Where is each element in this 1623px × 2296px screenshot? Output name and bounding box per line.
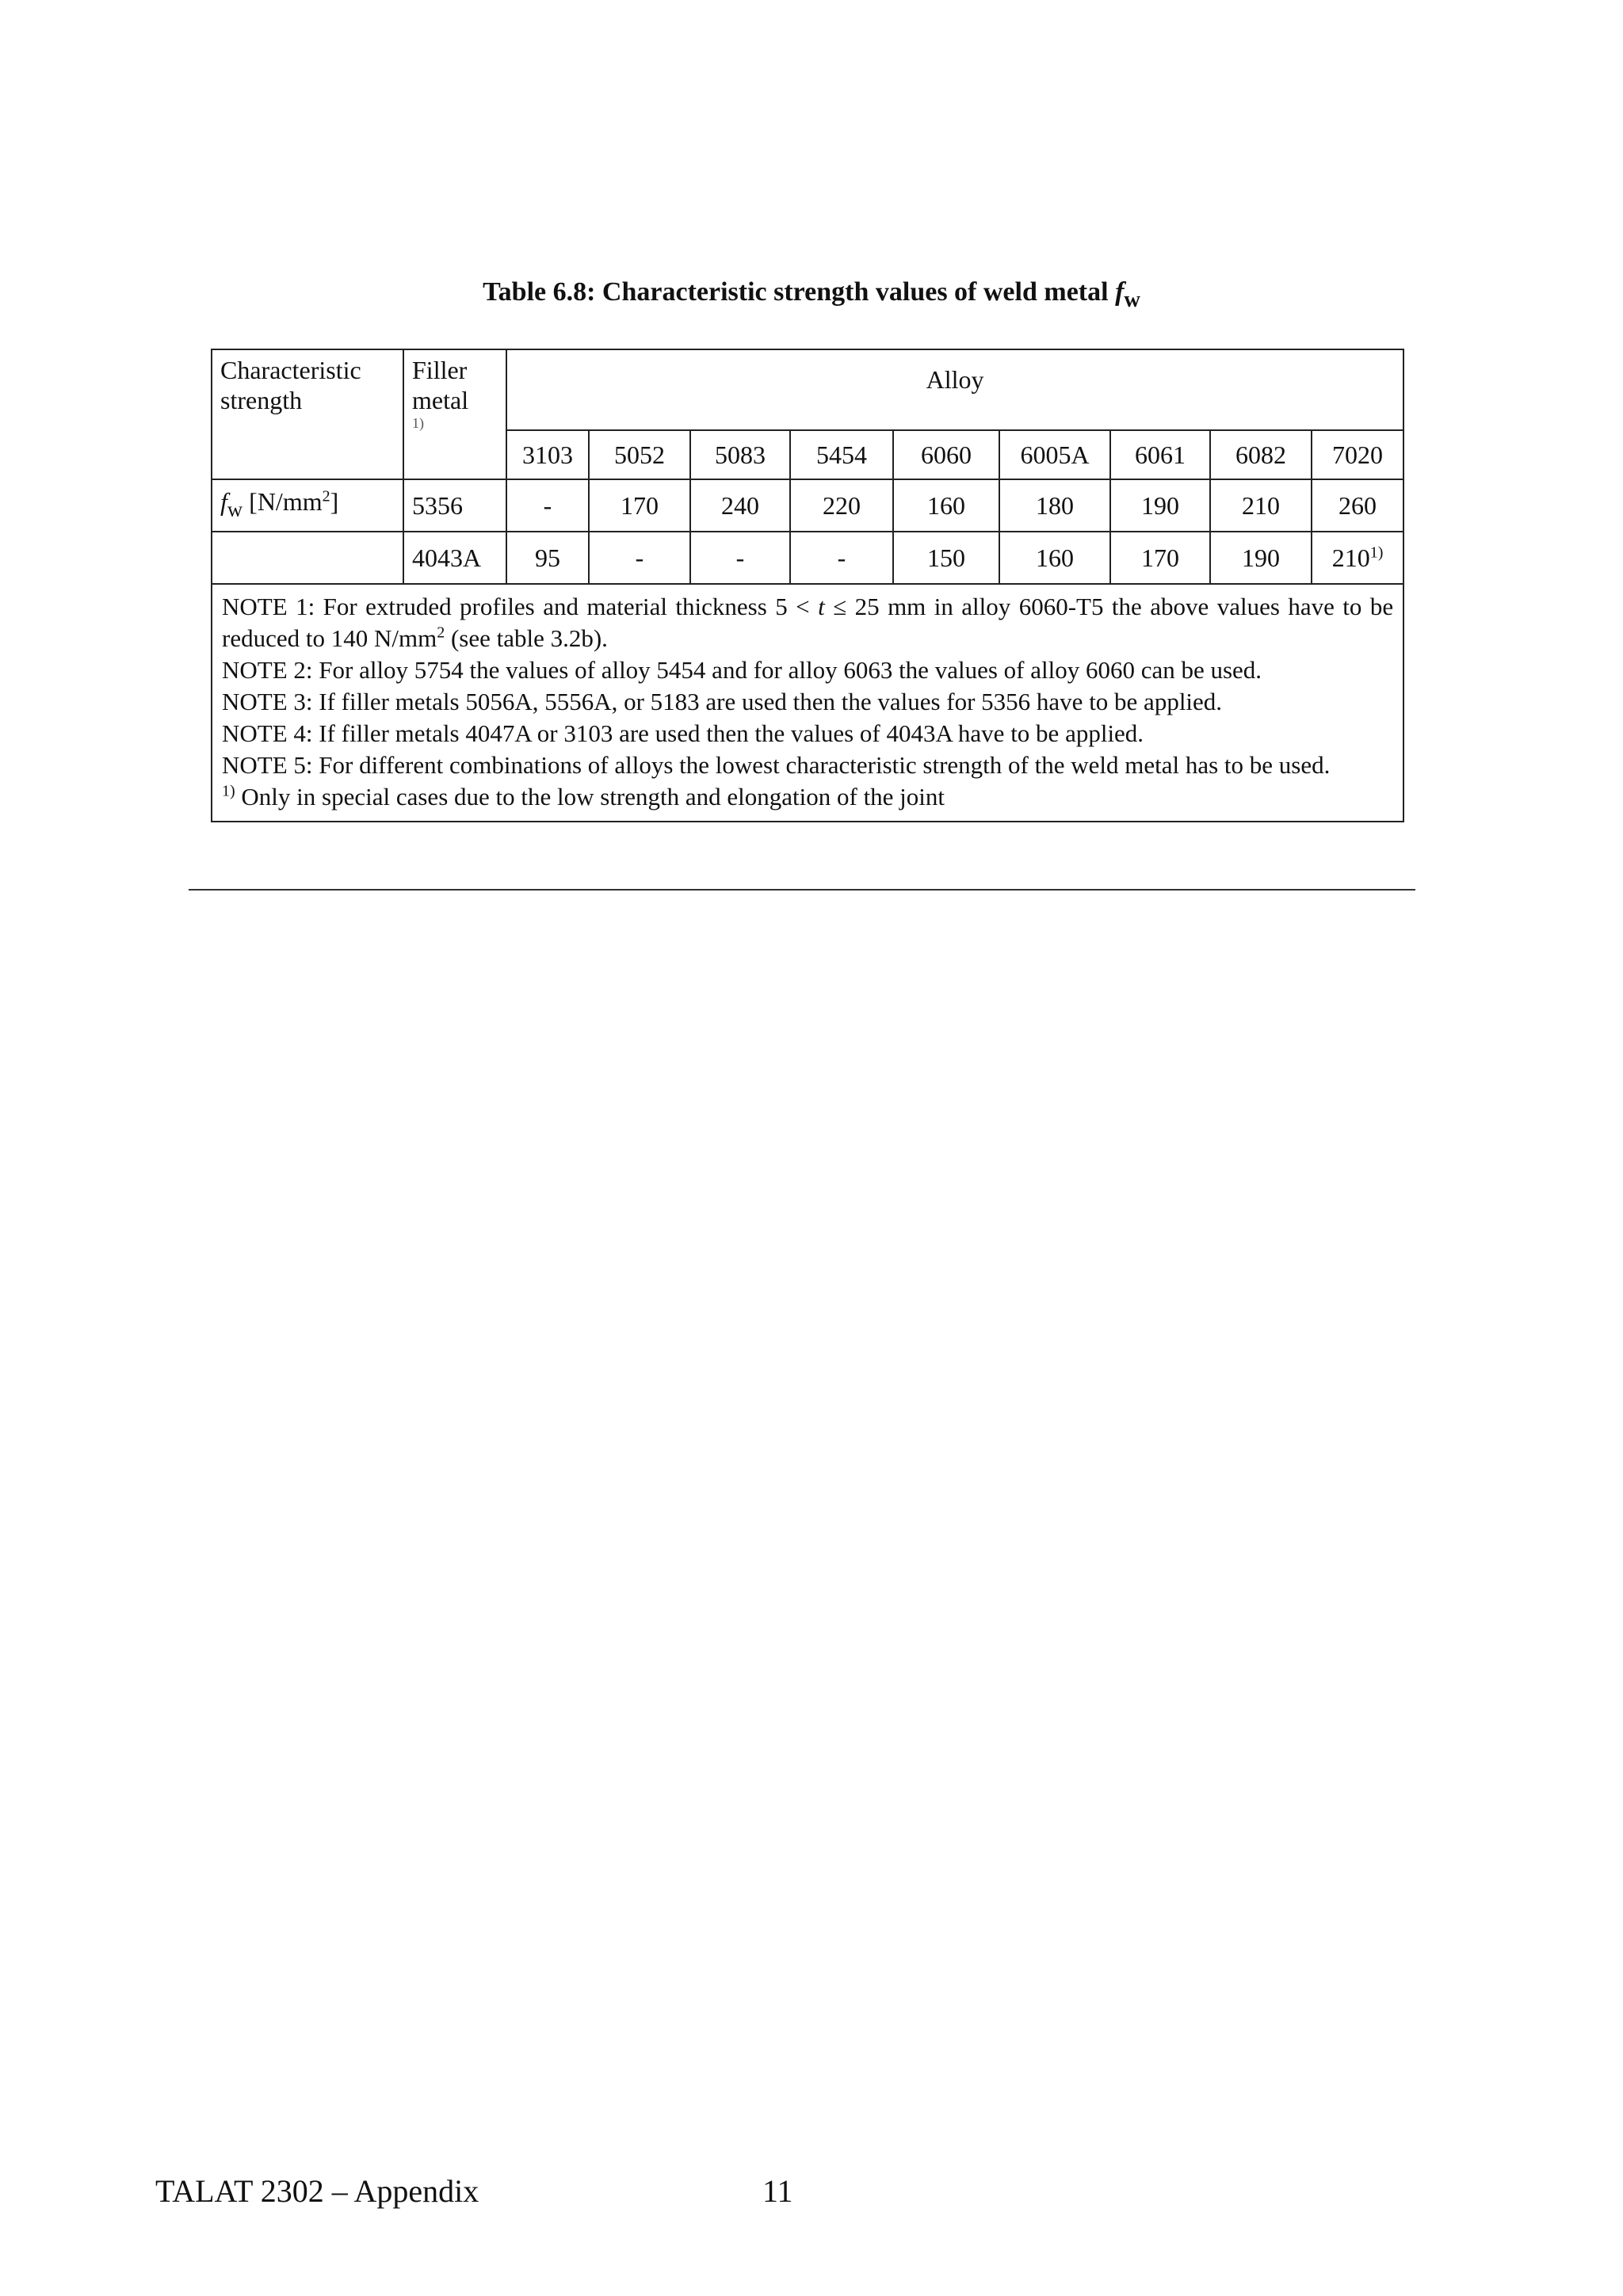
note-2: NOTE 2: For alloy 5754 the values of alloy 5454 and for alloy 6063 the values of alloy 6060 can be used. xyxy=(222,656,1262,684)
footer-page-number: 11 xyxy=(762,2173,793,2209)
alloy-cell: 6060 xyxy=(893,430,999,479)
alloy-cell: 6005A xyxy=(999,430,1110,479)
note-1: NOTE 1: For extruded profiles and material thickness 5 < t ≤ 25 mm in alloy 6060-T5 the above values have to be reduced to 140 $N/mm^2$ (see table 3.2b). xyxy=(222,593,1394,652)
value-cell: 190 xyxy=(1110,479,1210,532)
value-cell: 220 xyxy=(790,479,893,532)
header-filler-metal xyxy=(403,349,506,479)
alloy-cell: 5454 xyxy=(790,430,893,479)
table-row xyxy=(212,532,1403,584)
value-cell: 180 xyxy=(999,479,1110,532)
note-3: NOTE 3: If filler metals 5056A, 5556A, or 5183 are used then the values for 5356 have to be applied. xyxy=(222,688,1223,715)
value-cell-footnoted: 210$^{1)}$ xyxy=(1312,532,1403,584)
value-cell: 260 xyxy=(1312,479,1403,532)
value-cell: 160 xyxy=(893,479,999,532)
value-cell: 95 xyxy=(506,532,589,584)
alloy-cell: 5052 xyxy=(589,430,690,479)
notes-row xyxy=(212,584,1403,822)
note-5: NOTE 5: For different combinations of alloys the lowest characteristic strength of the weld metal has to be used. xyxy=(222,751,1331,779)
filler-metal-label: Filler metal xyxy=(412,356,469,414)
alloy-cell: 6061 xyxy=(1110,430,1210,479)
weld-strength-table xyxy=(211,349,1404,822)
value-cell: - xyxy=(589,532,690,584)
header-alloy: Alloy xyxy=(506,349,1403,430)
alloy-cell: 5083 xyxy=(690,430,790,479)
table-title: Table 6.8: Characteristic strength values of weld metal $f_w$ xyxy=(483,277,1140,312)
value-cell: 150 xyxy=(893,532,999,584)
footnote: $^{1)}$ Only in special cases due to the low strength and elongation of the joint xyxy=(222,782,945,810)
note-4: NOTE 4: If filler metals 4047A or 3103 are used then the values of 4043A have to be applied. xyxy=(222,719,1144,747)
alloy-cell: 3103 xyxy=(506,430,589,479)
value-cell: 160 xyxy=(999,532,1110,584)
header-characteristic-strength: Characteristic strength xyxy=(212,349,403,479)
value-cell: 210 xyxy=(1210,479,1312,532)
value-cell: - xyxy=(506,479,589,532)
filler-cell: 5356 xyxy=(403,479,506,532)
notes-cell xyxy=(212,584,1403,822)
filler-cell: 4043A xyxy=(403,532,506,584)
value-cell: 170 xyxy=(1110,532,1210,584)
row-label-fw: $f_w$ $[N/mm^2]$ xyxy=(212,479,403,532)
table-row xyxy=(212,479,1403,532)
footer-document-title: TALAT 2302 – Appendix xyxy=(155,2173,479,2209)
divider-line xyxy=(189,889,1415,891)
value-cell: 240 xyxy=(690,479,790,532)
value-cell: 190 xyxy=(1210,532,1312,584)
alloy-cell: 7020 xyxy=(1312,430,1403,479)
value-cell: - xyxy=(690,532,790,584)
row-label-empty xyxy=(212,532,403,584)
filler-metal-footnote: 1) xyxy=(412,415,424,431)
value-cell: 170 xyxy=(589,479,690,532)
value-cell: - xyxy=(790,532,893,584)
alloy-cell: 6082 xyxy=(1210,430,1312,479)
